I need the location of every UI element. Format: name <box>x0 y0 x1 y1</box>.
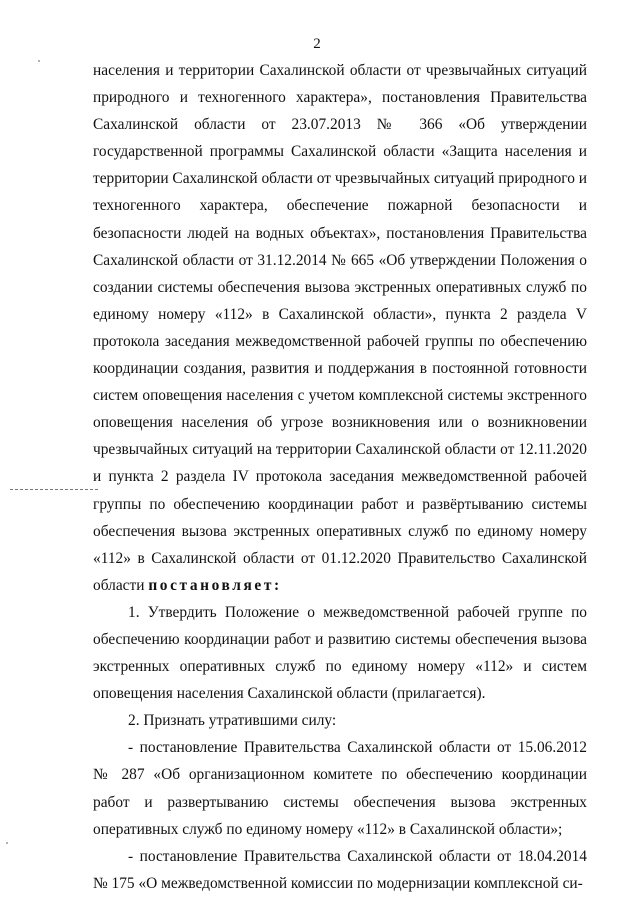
item-2-heading: 2. Признать утратившими силу: <box>128 712 337 730</box>
page-number: 2 <box>313 36 321 52</box>
preamble-text: населения и территории Сахалинской области от чрезвычайных ситуаций природного и техногенного характера», постановления Правительства Сахалинской области от 23.07.2013 № 366 «Об утверждении государственной программы Сахалинской области «Защита населения и территории Сахалинской области от чрезвычайных ситуаций природного и техногенного характера, обеспечение пожарной безопасности и безопасности людей на водных объектах», постановления Правительства Сахалинской области от 31.12.2014 № 665 «Об утверждении Положения о создании системы обеспечения вызова экстренных оперативных служб по единому номеру «112» в Сахалинской области», пункта 2 раздела V протокола заседания межведомственной рабочей группы по обеспечению координации создания, развития и поддержания в постоянной готовности систем оповещения населения с учетом комплексной системы экстренного оповещения населения об угрозе возникновения или о возникновении чрезвычайных ситуаций на территории Сахалинской области от 12.11.2020 и пункта 2 раздела IV протокола заседания межведомственной рабочей группы по обеспечению координации работ и развёртыванию системы обеспечения вызова экстренных оперативных служб по единому номеру «112» в Сахалинской области от 01.12.2020 Правительство Сахалинской области <box>93 62 587 594</box>
item-1-paragraph: 1. Утвердить Положение о межведомственной рабочей группе по обеспечению координации работ и развитию системы обеспечения вызова экстренных оперативных служб по единому номеру «112» и систем оповещения населения Сахалинской области (прилагается). <box>93 603 587 703</box>
item-2-bullet-2: - постановление Правительства Сахалинской области от 18.04.2014 № 175 «О межведомственной комиссии по модернизации комплексной си- <box>93 847 587 892</box>
item-2-bullet-1: - постановление Правительства Сахалинской области от 15.06.2012 № 287 «Об организационном комитете по обеспечению координации работ и развертыванию системы обеспечения вызова экстренных оперативных служб по единому номеру «112» в Сахалинской области»; <box>93 739 587 838</box>
scan-artifact-dashes <box>10 489 98 490</box>
resolves-word: постановляет: <box>148 576 282 594</box>
scan-speck <box>38 60 40 62</box>
scan-speck <box>6 842 8 844</box>
document-body <box>93 57 587 897</box>
preamble-paragraph <box>93 57 587 599</box>
